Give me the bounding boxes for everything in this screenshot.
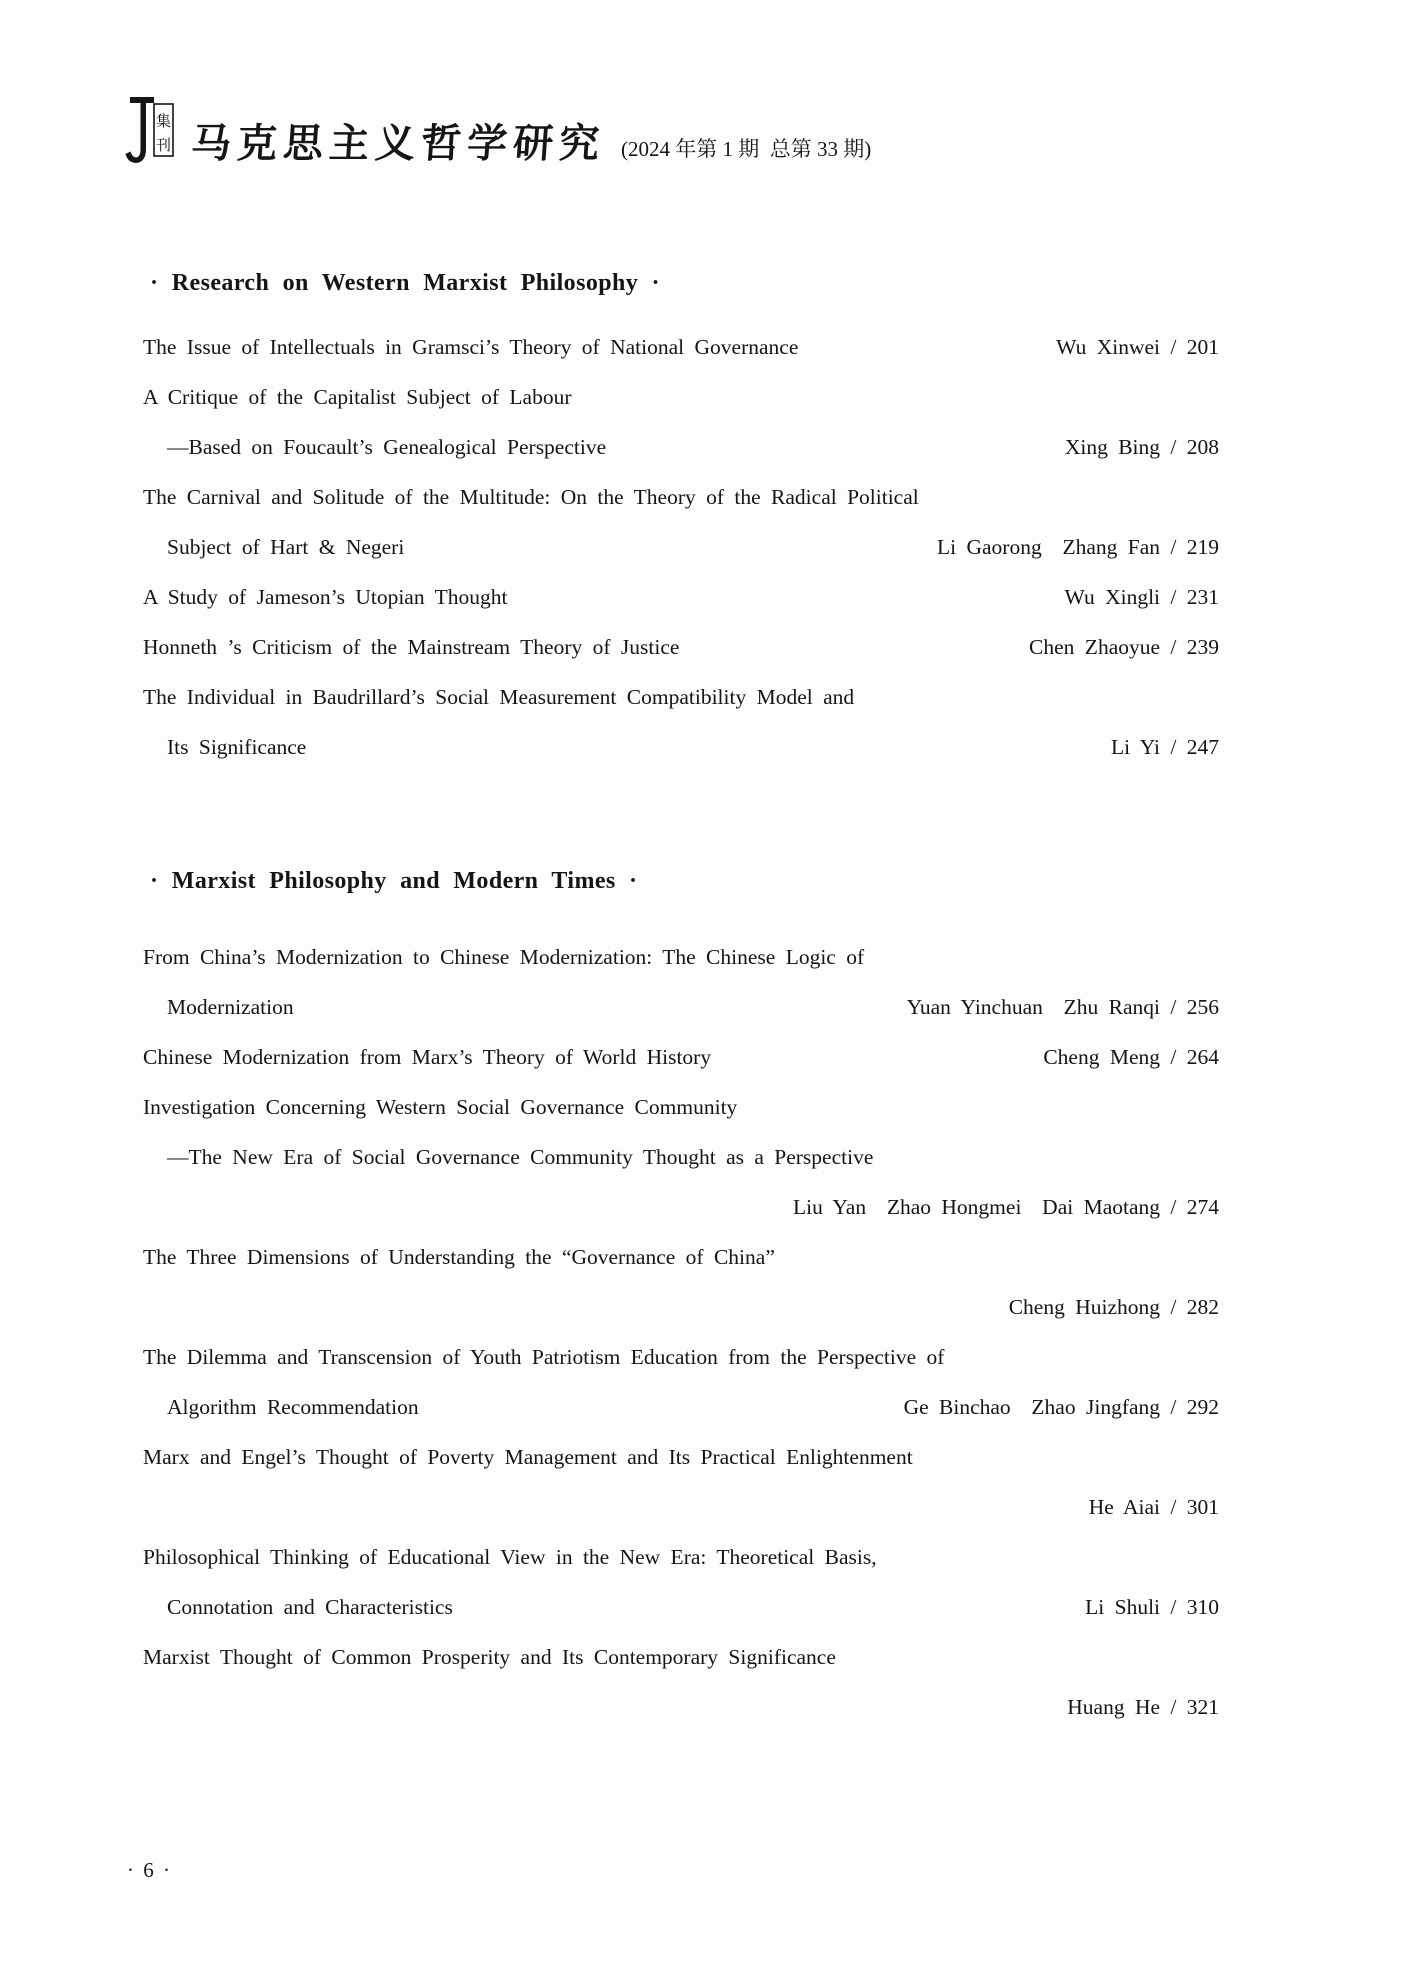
toc-entry-line (143, 1082, 1219, 1132)
toc-entry-line (143, 1582, 1219, 1632)
entry-author-page: Li Shuli / 310 (1085, 1594, 1219, 1619)
entry-title-text: Marx and Engel’s Thought of Poverty Management and Its Practical Enlightenment (143, 1444, 913, 1469)
toc-entry-line (143, 1532, 1219, 1582)
entry-title-text: A Critique of the Capitalist Subject of Labour (143, 384, 572, 409)
entry-title-text: Algorithm Recommendation (167, 1394, 419, 1419)
toc-entry-line (143, 1332, 1219, 1382)
toc-entry-line (143, 1682, 1219, 1732)
toc-entry-line (143, 1132, 1219, 1182)
toc-entry-line (143, 572, 1219, 622)
entry-title-text: Honneth ’s Criticism of the Mainstream Theory of Justice (143, 634, 680, 659)
entry-author-page: Wu Xinwei / 201 (1056, 334, 1219, 359)
issue-info: (2024 年第 1 期 总第 33 期) (621, 137, 872, 161)
toc-entry-line (143, 1282, 1219, 1332)
entry-title-text: Connotation and Characteristics (167, 1594, 453, 1619)
entry-title-text: The Carnival and Solitude of the Multitude: On the Theory of the Radical Political (143, 484, 919, 509)
toc-entry-line (143, 1182, 1219, 1232)
toc-entry-line (143, 982, 1219, 1032)
entry-title-text: Modernization (167, 994, 294, 1019)
toc-entry-line (143, 672, 1219, 722)
toc-entry-line (143, 722, 1219, 772)
entry-title-text: Subject of Hart & Negeri (167, 534, 405, 559)
logo-char-bottom: 刊 (155, 138, 172, 154)
entry-author-page: Chen Zhaoyue / 239 (1029, 634, 1219, 659)
entry-author-page: Ge Binchao Zhao Jingfang / 292 (903, 1394, 1219, 1419)
toc-entry-line (143, 472, 1219, 522)
toc-entry-line (143, 322, 1219, 372)
toc-entry-line (143, 372, 1219, 422)
entry-author-page: Wu Xingli / 231 (1064, 584, 1219, 609)
entry-title-text: Chinese Modernization from Marx’s Theory of World History (143, 1044, 712, 1069)
toc-entry-line (143, 1482, 1219, 1532)
entry-title-text: —Based on Foucault’s Genealogical Perspective (167, 434, 607, 459)
entry-author-page: Cheng Meng / 264 (1043, 1044, 1219, 1069)
toc-entry-line (143, 1032, 1219, 1082)
entry-author-page: Cheng Huizhong / 282 (1008, 1294, 1219, 1319)
entry-author-page: Huang He / 321 (1067, 1694, 1219, 1719)
section-heading-marxist-philosophy-modern-times: · Marxist Philosophy and Modern Times · (150, 868, 638, 894)
toc-entry-line (143, 422, 1219, 472)
toc-section-2-entries (143, 932, 1219, 1732)
section-heading-western-marxist-philosophy: · Research on Western Marxist Philosophy · (150, 270, 660, 296)
entry-title-text: The Issue of Intellectuals in Gramsci’s Theory of National Governance (143, 334, 799, 359)
toc-entry-line (143, 1382, 1219, 1432)
entry-title-text: Its Significance (167, 734, 307, 759)
entry-author-page: Xing Bing / 208 (1064, 434, 1219, 459)
toc-entry-line (143, 1432, 1219, 1482)
entry-title-text: The Individual in Baudrillard’s Social Measurement Compatibility Model and (143, 684, 855, 709)
journal-title: 马克思主义哲学研究 (189, 121, 607, 166)
entry-title-text: From China’s Modernization to Chinese Modernization: The Chinese Logic of (143, 944, 865, 969)
page-number: · 6 · (127, 1858, 172, 1882)
entry-author-page: Li Yi / 247 (1111, 734, 1219, 759)
entry-title-text: The Dilemma and Transcension of Youth Patriotism Education from the Perspective of (143, 1344, 945, 1369)
entry-title-text: —The New Era of Social Governance Community Thought as a Perspective (167, 1144, 874, 1169)
entry-author-page: Liu Yan Zhao Hongmei Dai Maotang / 274 (793, 1194, 1219, 1219)
toc-entry-line (143, 1632, 1219, 1682)
entry-title-text: Philosophical Thinking of Educational View in the New Era: Theoretical Basis, (143, 1544, 877, 1569)
toc-section-1-entries (143, 322, 1219, 772)
logo-char-top: 集 (155, 114, 172, 130)
entry-title-text: The Three Dimensions of Understanding the “Governance of China” (143, 1244, 775, 1269)
entry-author-page: He Aiai / 301 (1088, 1494, 1219, 1519)
journal-logo-icon (123, 94, 175, 168)
toc-entry-line (143, 622, 1219, 672)
entry-author-page: Yuan Yinchuan Zhu Ranqi / 256 (906, 994, 1219, 1019)
entry-title-text: Investigation Concerning Western Social Governance Community (143, 1094, 738, 1119)
entry-title-text: Marxist Thought of Common Prosperity and Its Contemporary Significance (143, 1644, 836, 1669)
entry-title-text: A Study of Jameson’s Utopian Thought (143, 584, 508, 609)
journal-header (123, 94, 871, 168)
toc-entry-line (143, 932, 1219, 982)
toc-entry-line (143, 1232, 1219, 1282)
entry-author-page: Li Gaorong Zhang Fan / 219 (937, 534, 1219, 559)
toc-entry-line (143, 522, 1219, 572)
